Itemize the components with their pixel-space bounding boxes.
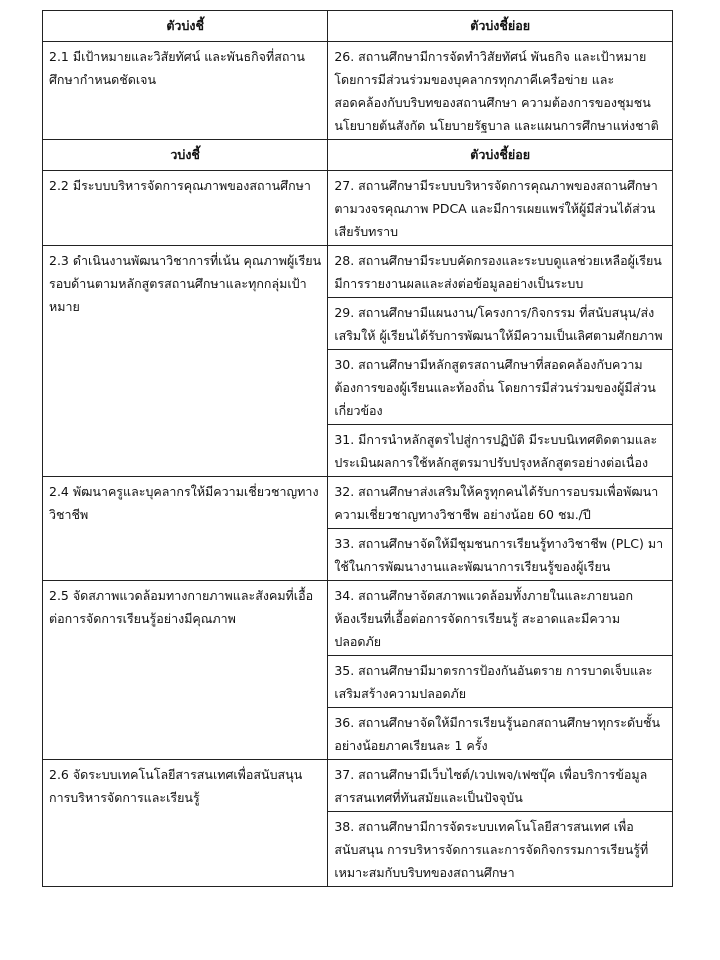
sub-indicator-cell: 33. สถานศึกษาจัดให้มีชุมชนการเรียนรู้ทางวิชาชีพ (PLC) มาใช้ในการพัฒนางานและพัฒนาการเรียนรู้ของผู้เรียน <box>328 529 673 581</box>
sub-indicator-cell: 32. สถานศึกษาส่งเสริมให้ครูทุกคนได้รับการอบรมเพื่อพัฒนาความเชี่ยวชาญทางวิชาชีพ อย่างน้อย 60 ชม./ปี <box>328 477 673 529</box>
sub-indicator-cell: 31. มีการนำหลักสูตรไปสู่การปฏิบัติ มีระบบนิเทศติดตามและประเมินผลการใช้หลักสูตรมาปรับปรุงหลักสูตรอย่างต่อเนื่อง <box>328 425 673 477</box>
sub-indicator-cell: 35. สถานศึกษามีมาตรการป้องกันอันตราย การบาดเจ็บและเสริมสร้างความปลอดภัย <box>328 656 673 708</box>
sub-indicator-cell: 37. สถานศึกษามีเว็บไซต์/เวปเพจ/เฟซบุ๊ค เพื่อบริการข้อมูลสารสนเทศที่ทันสมัยและเป็นปัจจุบัน <box>328 760 673 812</box>
sub-indicator-cell: 29. สถานศึกษามีแผนงาน/โครงการ/กิจกรรม ที่สนับสนุน/ส่งเสริมให้ ผู้เรียนได้รับการพัฒนาให้มีความเป็นเลิศตามศักยภาพ <box>328 298 673 350</box>
sub-indicator-cell: 28. สถานศึกษามีระบบคัดกรองและระบบดูแลช่วยเหลือผู้เรียนมีการรายงานผลและส่งต่อข้อมูลอย่างเป็นระบบ <box>328 246 673 298</box>
indicator-cell: 2.2 มีระบบบริหารจัดการคุณภาพของสถานศึกษา <box>43 171 328 246</box>
header-indicator: วบ่งชี้ <box>43 140 328 171</box>
table-header-row <box>43 140 673 171</box>
table-row <box>43 246 673 298</box>
sub-indicator-cell: 30. สถานศึกษามีหลักสูตรสถานศึกษาที่สอดคล้องกับความต้องการของผู้เรียนและท้องถิ่น โดยการมีส่วนร่วมของผู้มีส่วนเกี่ยวข้อง <box>328 350 673 425</box>
sub-indicator-cell: 26. สถานศึกษามีการจัดทำวิสัยทัศน์ พันธกิจ และเป้าหมาย โดยการมีส่วนร่วมของบุคลากรทุกภาคีเครือข่าย และสอดคล้องกับบริบทของสถานศึกษา ความต้องการของชุมชน นโยบายต้นสังกัด นโยบายรัฐบาล และแผนการศึกษาแห่งชาติ <box>328 42 673 140</box>
indicator-table <box>42 10 673 887</box>
sub-indicator-cell: 38. สถานศึกษามีการจัดระบบเทคโนโลยีสารสนเทศ เพื่อสนับสนุน การบริหารจัดการและการจัดกิจกรรมการเรียนรู้ที่เหมาะสมกับบริบทของสถานศึกษา <box>328 812 673 887</box>
indicator-cell: 2.3 ดำเนินงานพัฒนาวิชาการที่เน้น คุณภาพผู้เรียนรอบด้านตามหลักสูตรสถานศึกษาและทุกกลุ่มเป้าหมาย <box>43 246 328 477</box>
indicator-document <box>42 10 673 887</box>
table-row <box>43 171 673 246</box>
sub-indicator-cell: 36. สถานศึกษาจัดให้มีการเรียนรู้นอกสถานศึกษาทุกระดับชั้น อย่างน้อยภาคเรียนละ 1 ครั้ง <box>328 708 673 760</box>
table-row <box>43 760 673 812</box>
header-sub-indicator: ตัวบ่งชี้ย่อย <box>328 11 673 42</box>
sub-indicator-cell: 27. สถานศึกษามีระบบบริหารจัดการคุณภาพของสถานศึกษาตามวงจรคุณภาพ PDCA และมีการเผยแพร่ให้ผู้มีส่วนได้ส่วนเสียรับทราบ <box>328 171 673 246</box>
table-row <box>43 42 673 140</box>
table-row <box>43 477 673 529</box>
table-row <box>43 581 673 656</box>
indicator-cell: 2.5 จัดสภาพแวดล้อมทางกายภาพและสังคมที่เอื้อต่อการจัดการเรียนรู้อย่างมีคุณภาพ <box>43 581 328 760</box>
indicator-cell: 2.1 มีเป้าหมายและวิสัยทัศน์ และพันธกิจที่สถานศึกษากำหนดชัดเจน <box>43 42 328 140</box>
header-indicator: ตัวบ่งชี้ <box>43 11 328 42</box>
indicator-cell: 2.4 พัฒนาครูและบุคลากรให้มีความเชี่ยวชาญทางวิชาชีพ <box>43 477 328 581</box>
table-header-row <box>43 11 673 42</box>
indicator-table-body <box>43 11 673 887</box>
header-sub-indicator: ตัวบ่งชี้ย่อย <box>328 140 673 171</box>
indicator-cell: 2.6 จัดระบบเทคโนโลยีสารสนเทศเพื่อสนับสนุนการบริหารจัดการและเรียนรู้ <box>43 760 328 887</box>
sub-indicator-cell: 34. สถานศึกษาจัดสภาพแวดล้อมทั้งภายในและภายนอกห้องเรียนที่เอื้อต่อการจัดการเรียนรู้ สะอาดและมีความปลอดภัย <box>328 581 673 656</box>
